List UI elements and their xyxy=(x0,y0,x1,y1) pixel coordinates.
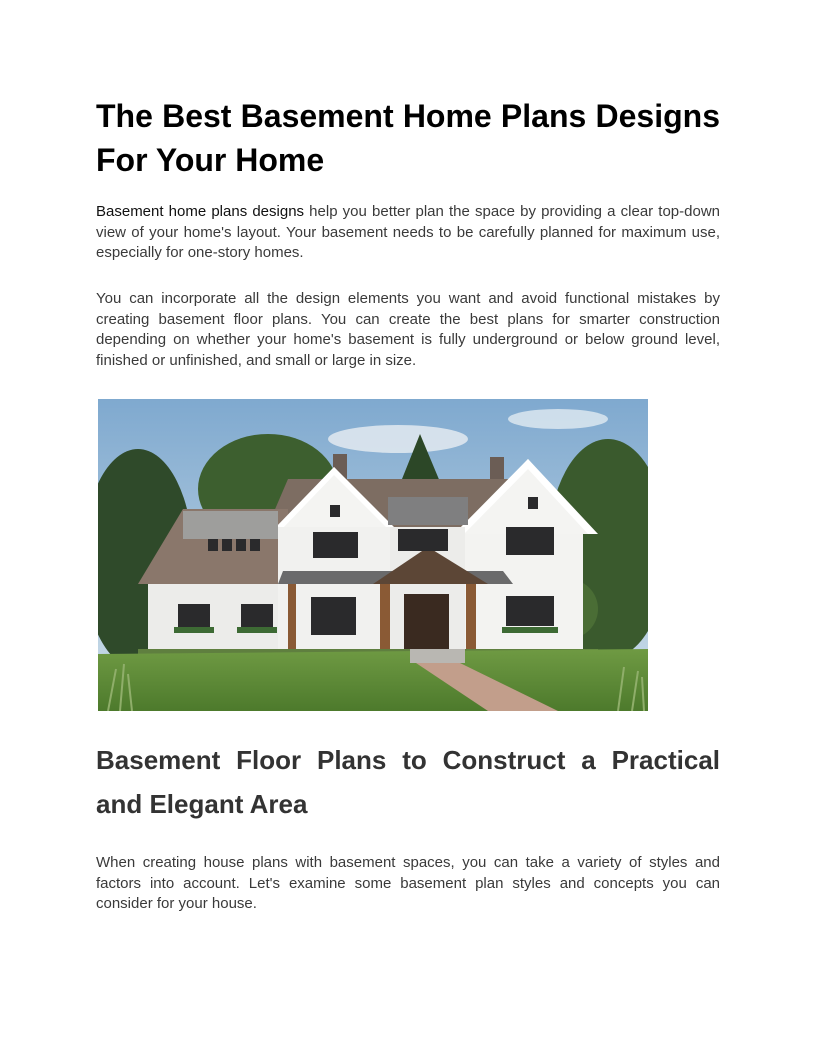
page-title: The Best Basement Home Plans Designs For Your Home xyxy=(96,98,720,178)
intro-link[interactable]: Basement home plans designs xyxy=(96,203,305,220)
intro-paragraph xyxy=(96,202,720,264)
body-paragraph-3: When creating house plans with basement spaces, you can take a variety of styles and factors into account. Let's examine some basement plan styles and concepts you can consider for your house. xyxy=(96,854,720,912)
body-paragraph-2: You can incorporate all the design elements you want and avoid functional mistakes by creating basement floor plans. You can create the best plans for smarter construction depending on whether your home's basement is fully underground or below ground level, finished or unfinished, and small or large in size. xyxy=(96,290,720,369)
intro-text: help you better plan the space by providing a clear top-down view of your home's layout. Your basement needs to be carefully planned for maximum use, especially for one-story homes. xyxy=(96,203,720,261)
house-photo xyxy=(98,399,648,711)
section-heading: Basement Floor Plans to Construct a Practical and Elegant Area xyxy=(96,745,720,819)
